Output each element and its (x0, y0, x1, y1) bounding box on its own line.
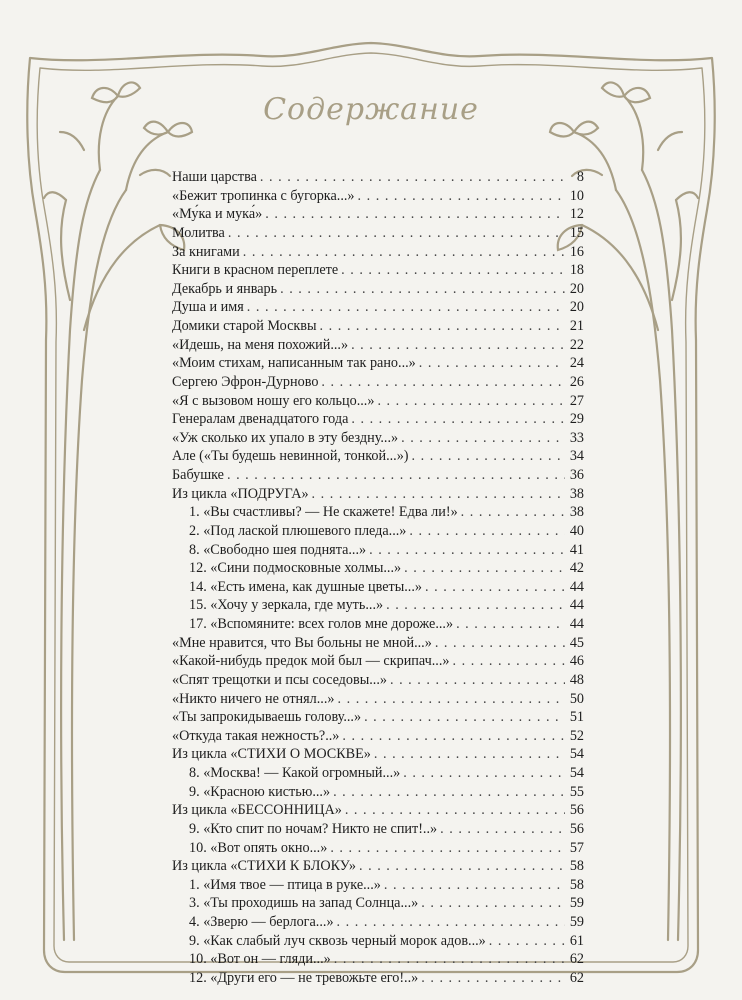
toc-entry-page: 44 (569, 578, 584, 595)
toc-entry-page: 34 (569, 448, 584, 465)
toc-entry-title: 2. «Под лаской плюшевого пледа...» (189, 522, 407, 539)
toc-leader-dots (312, 485, 565, 504)
toc-entry (172, 410, 584, 429)
toc-entry (172, 894, 584, 913)
toc-entry (172, 596, 584, 615)
toc-entry-title: «Идешь, на меня похожий...» (172, 336, 349, 353)
toc-leader-dots (321, 373, 565, 392)
toc-leader-dots (412, 447, 565, 466)
toc-leader-dots (320, 317, 565, 336)
toc-entry (172, 839, 584, 858)
toc-entry-page: 45 (569, 634, 584, 651)
toc-entry-title: Из цикла «СТИХИ К БЛОКУ» (172, 858, 356, 875)
toc-leader-dots (243, 243, 565, 262)
toc-entry-page: 38 (569, 504, 584, 521)
toc-entry (172, 783, 584, 802)
toc-entry (172, 168, 584, 187)
toc-entry-page: 20 (569, 299, 584, 316)
toc-leader-dots (337, 913, 565, 932)
toc-leader-dots (419, 354, 565, 373)
toc-entry (172, 447, 584, 466)
toc-leader-dots (338, 690, 566, 709)
toc-entry (172, 652, 584, 671)
toc-leader-dots (333, 783, 565, 802)
toc-entry-page: 26 (569, 373, 584, 390)
toc-entry (172, 187, 584, 206)
toc-entry (172, 317, 584, 336)
toc-entry (172, 373, 584, 392)
toc-entry-title: «Никто ничего не отнял...» (172, 690, 335, 707)
toc-entry-page: 27 (569, 392, 584, 409)
toc-entry-title: Из цикла «СТИХИ О МОСКВЕ» (172, 746, 371, 763)
toc-entry (172, 522, 584, 541)
toc-entry (172, 354, 584, 373)
toc-leader-dots (489, 932, 565, 951)
toc-entry-title: «Моим стихам, написанным так рано...» (172, 355, 416, 372)
toc-entry-page: 44 (569, 597, 584, 614)
toc-leader-dots (421, 894, 565, 913)
toc-entry-page: 24 (569, 355, 584, 372)
toc-leader-dots (369, 541, 565, 560)
toc-entry-title: «Какой-нибудь предок мой был — скрипач...» (172, 653, 450, 670)
toc-entry-title: 4. «Зверю — берлога...» (189, 914, 334, 930)
toc-entry-page: 33 (569, 429, 584, 446)
toc-entry-page: 58 (569, 876, 584, 893)
toc-entry-page: 62 (569, 951, 584, 968)
toc-entry (172, 745, 584, 764)
toc-entry (172, 541, 584, 560)
toc-entry (172, 392, 584, 411)
toc-entry-page: 55 (569, 783, 584, 800)
toc-entry-page: 46 (569, 653, 584, 670)
toc-entry (172, 708, 584, 727)
toc-leader-dots (435, 634, 565, 653)
toc-entry (172, 224, 584, 243)
toc-entry (172, 429, 584, 448)
toc-entry-title: «Спят трещотки и псы соседовы...» (172, 671, 387, 688)
toc-entry-title: 1. «Имя твое — птица в руке...» (189, 876, 381, 893)
left-floral-ornament (44, 82, 192, 940)
toc-entry-title: 3. «Ты проходишь на запад Солнца...» (189, 895, 419, 912)
toc-entry-title: Сергею Эфрон-Дурново (172, 373, 319, 390)
toc-entry-page: 50 (569, 690, 584, 707)
toc-entry (172, 280, 584, 299)
toc-leader-dots (280, 280, 565, 299)
toc-leader-dots (228, 224, 565, 243)
toc-entry-page: 41 (569, 541, 584, 558)
toc-leader-dots (351, 410, 565, 429)
toc-entry-page: 56 (569, 802, 584, 819)
toc-entry-page: 48 (569, 671, 584, 688)
toc-entry-page: 44 (569, 616, 584, 632)
toc-leader-dots (403, 764, 565, 783)
toc-entry-title: «Бежит тропинка с бугорка...» (172, 187, 355, 204)
toc-entry-page: 38 (569, 485, 584, 502)
toc-leader-dots (384, 876, 565, 895)
toc-entry-title: «Мне нравится, что Вы больны не мной...» (172, 634, 432, 651)
toc-entry-title: 17. «Вспомяните: всех голов мне дороже...» (189, 616, 454, 632)
toc-entry (172, 615, 584, 634)
toc-leader-dots (386, 596, 565, 615)
toc-entry-title: Душа и имя (172, 299, 244, 316)
toc-entry (172, 559, 584, 578)
toc-entry (172, 932, 584, 951)
toc-leader-dots (453, 652, 566, 671)
toc-entry (172, 969, 584, 988)
toc-leader-dots (401, 429, 565, 448)
toc-entry-title: «Я с вызовом ношу его кольцо...» (172, 392, 375, 409)
toc-entry-title: Молитва (172, 224, 225, 241)
toc-entry-title: 8. «Москва! — Какой огромный...» (189, 765, 401, 781)
toc-entry-page: 21 (569, 318, 584, 334)
toc-entry-page: 8 (576, 169, 584, 185)
table-of-contents (172, 168, 584, 988)
toc-entry-title: 12. «Други его — не тревожьте его!..» (189, 969, 419, 986)
toc-entry (172, 634, 584, 653)
toc-leader-dots (345, 801, 565, 820)
toc-entry-page: 15 (569, 224, 584, 241)
toc-entry-page: 58 (569, 858, 584, 875)
toc-entry-page: 57 (569, 839, 584, 856)
toc-entry-title: Але («Ты будешь невинной, тонкой...») (172, 448, 409, 465)
toc-entry-title: «Ты запрокидываешь голову...» (172, 709, 362, 726)
toc-entry-title: 12. «Сини подмосковные холмы...» (189, 560, 402, 577)
toc-entry-page: 62 (569, 969, 584, 986)
toc-entry-page: 59 (569, 914, 584, 930)
toc-entry-title: Из цикла «БЕССОННИЦА» (172, 802, 342, 819)
toc-entry-title: 14. «Есть имена, как душные цветы...» (189, 578, 422, 595)
toc-entry (172, 801, 584, 820)
toc-entry (172, 820, 584, 839)
toc-entry-title: «Уж сколько их упало в эту бездну...» (172, 429, 399, 446)
toc-leader-dots (390, 671, 565, 690)
toc-entry-page: 10 (569, 187, 584, 204)
toc-leader-dots (227, 466, 565, 485)
toc-leader-dots (377, 392, 565, 411)
toc-entry (172, 857, 584, 876)
page-title: Содержание (263, 92, 479, 127)
toc-entry-page: 56 (569, 820, 584, 837)
toc-entry-title: «Му́ка и мука́» (172, 206, 263, 223)
toc-leader-dots (265, 205, 565, 224)
toc-leader-dots (247, 298, 565, 317)
toc-entry-title: Декабрь и январь (172, 280, 278, 297)
toc-entry (172, 243, 584, 262)
toc-leader-dots (330, 839, 565, 858)
toc-leader-dots (351, 336, 565, 355)
toc-leader-dots (456, 615, 565, 634)
toc-entry (172, 913, 584, 932)
toc-entry (172, 727, 584, 746)
toc-leader-dots (342, 727, 565, 746)
toc-entry-page: 20 (569, 280, 584, 297)
toc-leader-dots (404, 559, 565, 578)
toc-entry-title: Бабушке (172, 467, 224, 483)
toc-entry (172, 764, 584, 783)
toc-entry-page: 54 (569, 746, 584, 763)
toc-entry (172, 876, 584, 895)
toc-leader-dots (364, 708, 565, 727)
toc-entry (172, 466, 584, 485)
toc-entry-page: 61 (569, 932, 584, 949)
toc-entry-title: 9. «Кто спит по ночам? Никто не спит!..» (189, 820, 438, 837)
toc-entry-title: «Откуда такая нежность?..» (172, 727, 340, 744)
toc-entry-page: 22 (569, 336, 584, 353)
toc-entry-page: 54 (569, 765, 584, 781)
toc-entry (172, 261, 584, 280)
toc-entry (172, 336, 584, 355)
toc-entry-page: 36 (569, 467, 584, 483)
toc-entry-page: 12 (569, 206, 584, 223)
toc-leader-dots (341, 261, 565, 280)
toc-leader-dots (440, 820, 565, 839)
toc-leader-dots (334, 950, 565, 969)
toc-leader-dots (425, 578, 565, 597)
toc-entry-title: За книгами (172, 243, 240, 260)
toc-entry-title: 10. «Вот он — гляди...» (189, 951, 331, 968)
toc-leader-dots (260, 168, 565, 187)
toc-entry-page: 40 (569, 522, 584, 539)
toc-entry-title: 9. «Красною кистью...» (189, 783, 331, 800)
toc-entry-page: 42 (569, 560, 584, 577)
toc-entry (172, 578, 584, 597)
toc-leader-dots (421, 969, 565, 988)
toc-entry (172, 485, 584, 504)
toc-leader-dots (358, 187, 565, 206)
toc-entry-title: Из цикла «ПОДРУГА» (172, 485, 309, 502)
toc-entry-page: 18 (569, 262, 584, 279)
toc-entry-title: 10. «Вот опять окно...» (189, 839, 328, 856)
toc-leader-dots (409, 522, 565, 541)
toc-entry-page: 52 (569, 727, 584, 744)
toc-entry-title: Домики старой Москвы (172, 318, 317, 334)
toc-entry (172, 298, 584, 317)
toc-entry-title: Книги в красном переплете (172, 262, 339, 279)
toc-entry (172, 205, 584, 224)
toc-entry (172, 671, 584, 690)
toc-entry-page: 59 (569, 895, 584, 912)
toc-entry-title: Генералам двенадцатого года (172, 411, 349, 428)
toc-entry-page: 16 (569, 243, 584, 260)
toc-entry (172, 950, 584, 969)
toc-entry-page: 29 (569, 411, 584, 428)
toc-leader-dots (359, 857, 565, 876)
toc-entry-page: 51 (569, 709, 584, 726)
toc-entry (172, 690, 584, 709)
toc-leader-dots (374, 745, 565, 764)
toc-entry-title: 8. «Свободно шея поднята...» (189, 541, 367, 558)
toc-entry-title: Наши царства (172, 169, 257, 185)
toc-entry-title: 1. «Вы счастливы? — Не скажете! Едва ли!» (189, 504, 458, 521)
toc-entry-title: 15. «Хочу у зеркала, где муть...» (189, 597, 384, 614)
toc-entry-title: 9. «Как слабый луч сквозь черный морок адов...» (189, 932, 486, 949)
toc-leader-dots (461, 503, 565, 522)
toc-entry (172, 503, 584, 522)
